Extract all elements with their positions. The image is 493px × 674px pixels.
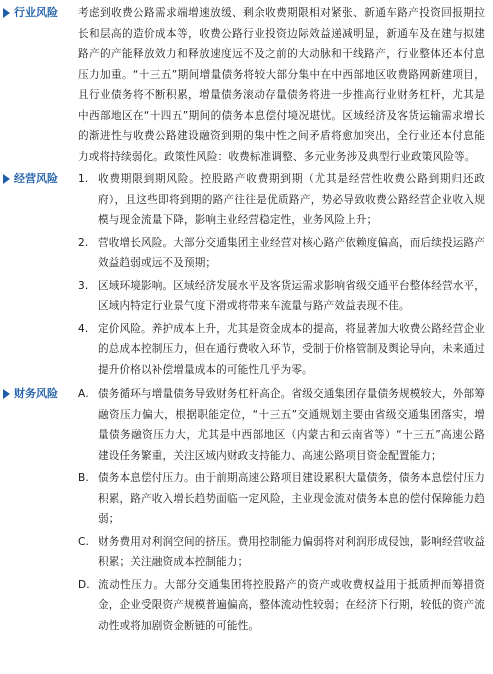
list-item-marker: C.: [78, 535, 90, 548]
list-item-marker: 1.: [78, 173, 89, 185]
list-item: [78, 575, 485, 637]
list-item-marker: B.: [78, 472, 89, 484]
section-body: [78, 3, 493, 167]
right-triangle-arrow-icon: [3, 389, 10, 399]
list-item-text: 流动性压力。大部分交通集团将控股路产的资产或收费权益用于抵质押而筹措资金，企业受限资产规模普遍偏高，整体流动性较弱；在经济下行期，较低的资产流动性或将加剧资金断链的可能性。: [98, 578, 485, 632]
list-item-text: 债务本息偿付压力。由于前期高速公路项目建设累积大量债务，债务本息偿付压力积累，路产收入增长趋势面临一定风险，主业现金流对债务本息的偿付保障能力趋弱；: [98, 472, 485, 525]
list-item: [78, 319, 485, 381]
list-item: [78, 233, 485, 274]
list-item-text: 营收增长风险。大部分交通集团主业经营对核心路产依赖度偏高，而后续投运路产效益趋弱或远不及预期；: [98, 236, 485, 269]
list-item-marker: 2.: [78, 236, 89, 249]
list-item-text: 区域环境影响。区域经济发展水平及客货运需求影响省级交通平台整体经营水平，区域内特定行业景气度下滑或将带来车流量与路产效益表现不佳。: [98, 279, 485, 312]
list-item: [78, 468, 485, 530]
list-item-marker: 3.: [78, 279, 89, 292]
list-item-text: 财务费用对利润空间的挤压。费用控制能力偏弱将对利润形成侵蚀，影响经营收益积累；关注融资成本控制能力；: [98, 535, 485, 568]
section-operating-risk: [0, 169, 493, 382]
list-item: [78, 169, 485, 231]
list-item-marker: D.: [78, 578, 90, 591]
section-header: [0, 384, 78, 404]
section-title: 财务风险: [14, 387, 58, 400]
right-triangle-arrow-icon: [3, 8, 10, 18]
list-item: [78, 276, 485, 317]
list-item-text: 定价风险。养护成本上升，尤其是资金成本的提高，将显著加大收费公路经营企业的总成本控制压力，但在通行费收入环节，受制于价格管制及舆论导向，未来通过提升价格以补偿增量成本的可能性几乎为零。: [98, 322, 485, 376]
document-page: [0, 3, 493, 640]
list-item-marker: 4.: [78, 322, 89, 335]
right-triangle-arrow-icon: [3, 174, 10, 184]
list-item-text: 收费期限到期风险。控股路产收费期到期（尤其是经营性收费公路到期归还政府），且这些即将到期的路产往往是优质路产，势必导致收费公路经营企业收入规模与现金流量下降，影响主业经营稳定性，业务风险上升；: [98, 173, 485, 226]
section-header: [0, 3, 78, 23]
list-item: [78, 532, 485, 573]
section-industry-risk: [0, 3, 493, 167]
section-title: 经营风险: [14, 172, 58, 185]
section-financial-risk: [0, 384, 493, 638]
section-header: [0, 169, 78, 189]
section-title: 行业风险: [14, 6, 58, 19]
section-body: [78, 384, 493, 638]
section-body: [78, 169, 493, 382]
list-item: [78, 384, 485, 466]
list-item-marker: A.: [78, 388, 89, 400]
section-paragraph: 考虑到收费公路需求端增速放缓、剩余收费期限相对紧张、新通车路产投资回报期拉长和层高的造价成本等，收费公路行业投资边际效益递减明显，新通车及在建与拟建路产的产能释放效力和释放速度远不及之前的大动脉和干线路产，行业整体还本付息压力加重。“十三五”期间增量债务将较大部分集中在中西部地区收费路网新建项目，且行业债务将不断积累，增量债务滚动存量债务将进一步推高行业财务杠杆，尤其是中西部地区在“十四五”期间的债务本息偿付境况堪忧。区域经济及客货运输需求增长的渐进性与收费公路建设融资到期的集中性之间矛盾将愈加突出，全行业还本付息能力或将持续弱化。政策性风险：收费标准调整、多元业务涉及典型行业政策风险等。: [78, 7, 485, 163]
list-item-text: 债务循环与增量债务导致财务杠杆高企。省级交通集团存量债务规模较大，外部筹融资压力偏大，根据职能定位，“十三五”交通规划主要由省级交通集团落实，增量债务融资压力大，尤其是中西部地区（内蒙古和云南省等）“十三五”高速公路建设任务繁重，关注区域内财政支持能力、高速公路项目资金配置能力；: [98, 388, 485, 462]
